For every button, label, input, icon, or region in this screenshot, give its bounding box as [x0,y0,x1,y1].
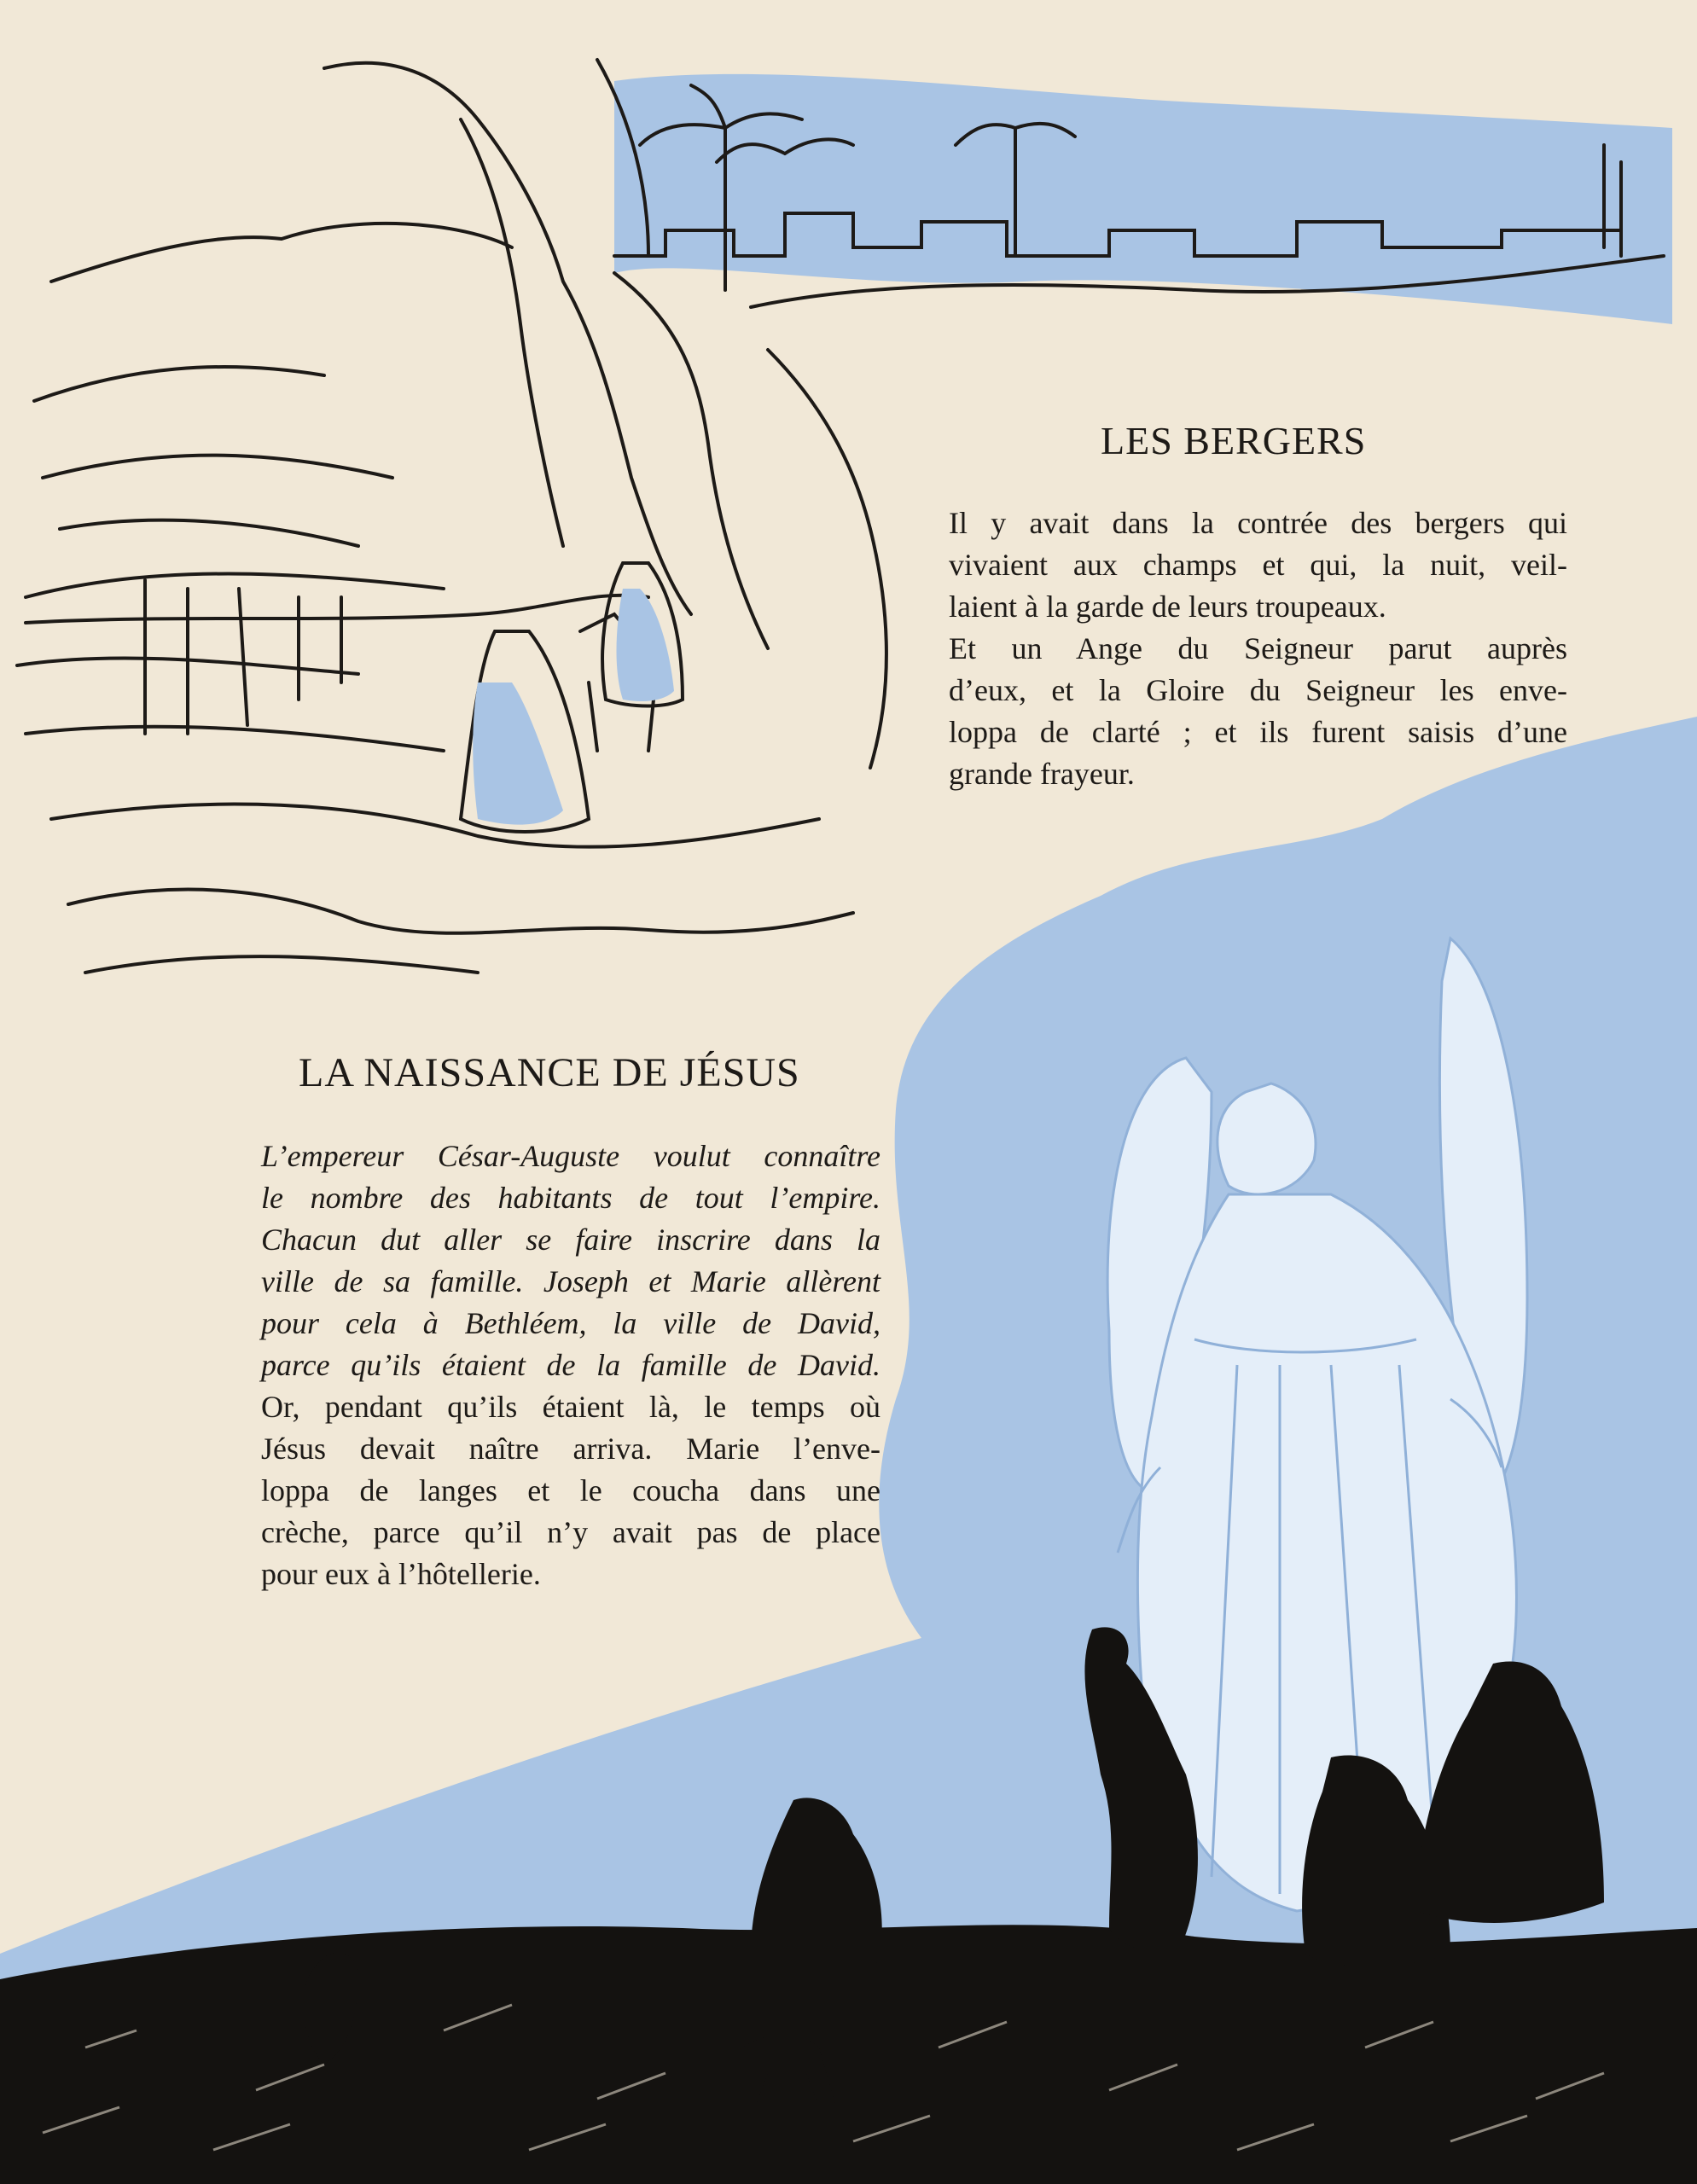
text-line: grande frayeur. [949,757,1135,791]
section-text-naissance [261,1136,880,1595]
text-line: Chacun dut aller se faire inscrire dans la [261,1223,880,1257]
text-line: ville de sa famille. Joseph et Marie allèrent [261,1264,880,1298]
text-line: loppa de langes et le coucha dans une [261,1473,880,1507]
text-line: laient à la garde de leurs troupeaux. [949,590,1386,624]
section-text-bergers [949,502,1567,795]
text-line: Et un Ange du Seigneur parut auprès [949,631,1567,665]
text-line: Jésus devait naître arriva. Marie l’enve- [261,1432,880,1466]
section-title-bergers: LES BERGERS [1101,419,1367,462]
text-line: Il y avait dans la contrée des bergers qui [949,506,1567,540]
text-line: pour eux à l’hôtellerie. [261,1557,541,1591]
text-line: Or, pendant qu’ils étaient là, le temps où [261,1390,880,1424]
text-line: L’empereur César-Auguste voulut connaître [261,1139,880,1173]
text-line: d’eux, et la Gloire du Seigneur les enve- [949,673,1567,707]
text-line: le nombre des habitants de tout l’empire. [261,1181,880,1215]
text-line: parce qu’ils étaient de la famille de David. [261,1348,880,1382]
section-title-naissance: LA NAISSANCE DE JÉSUS [299,1050,800,1095]
text-line: pour cela à Bethléem, la ville de David, [261,1306,880,1340]
text-line: crèche, parce qu’il n’y avait pas de place [261,1515,880,1549]
text-line: vivaient aux champs et qui, la nuit, veil- [949,548,1567,582]
text-line: loppa de clarté ; et ils furent saisis d’une [949,715,1567,749]
